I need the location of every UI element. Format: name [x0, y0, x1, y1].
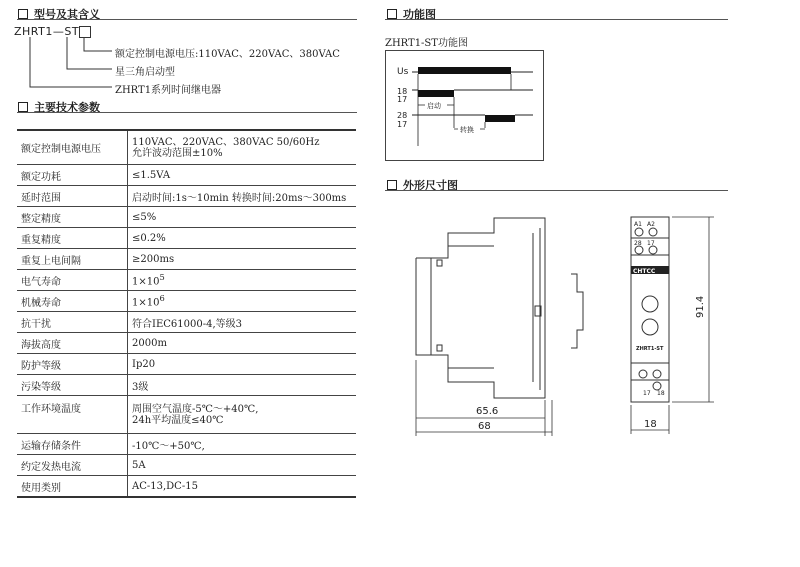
spec-value-line: 周围空气温度-5℃～+40℃,: [132, 403, 259, 415]
function-diagram: [385, 50, 545, 162]
spec-key: 使用类别: [17, 476, 128, 498]
spec-value-line: 24h平均温度≤40℃: [132, 414, 224, 426]
section-divider: [385, 190, 728, 191]
label-17b: 17: [397, 120, 408, 129]
spec-value: [128, 130, 357, 165]
dim-width-65: 65.6: [476, 406, 499, 417]
spec-value: 启动时间:1s～10min 转换时间:20ms～300ms: [128, 186, 357, 207]
label-18: 18: [397, 87, 408, 96]
spec-value-line: 110VAC、220VAC、380VAC 50/60Hz: [132, 136, 320, 148]
dim-height: 91.4: [695, 295, 706, 318]
spec-table: [17, 129, 356, 498]
spec-value: 2000m: [128, 333, 357, 354]
note-voltage: 额定控制电源电压:110VAC、220VAC、380VAC: [115, 49, 340, 60]
spec-key: 抗干扰: [17, 312, 128, 333]
section-divider: [385, 19, 728, 20]
trace-28-pulse: [485, 115, 515, 122]
spec-value: 符合IEC61000-4,等级3: [128, 312, 357, 333]
table-row: [17, 333, 356, 354]
spec-key: 约定发热电流: [17, 455, 128, 476]
table-row: [17, 455, 356, 476]
label-b18: 18: [657, 390, 665, 397]
spec-key: 机械寿命: [17, 291, 128, 312]
table-row: [17, 130, 356, 165]
table-row: [17, 434, 356, 455]
dim-front-width: 18: [644, 419, 657, 430]
spec-value-base: 1×10: [132, 276, 160, 288]
spec-value: [128, 270, 357, 291]
spec-value: Ip20: [128, 354, 357, 375]
model-suffix: ST: [64, 25, 80, 38]
table-row: [17, 165, 356, 186]
spec-key: 重复上电间隔: [17, 249, 128, 270]
label-17a: 17: [397, 95, 408, 104]
dimension-drawing: [400, 200, 760, 450]
note-type: 星三角启动型: [115, 67, 175, 78]
table-row: [17, 396, 356, 434]
table-row: [17, 228, 356, 249]
din-rail-icon: [571, 274, 583, 348]
spec-key: 延时范围: [17, 186, 128, 207]
label-a1: A1: [634, 221, 642, 228]
label-17: 17: [647, 240, 655, 247]
model-section-title: 型号及其含义: [18, 6, 100, 22]
spec-key: 额定功耗: [17, 165, 128, 186]
spec-value-base: 1×10: [132, 297, 160, 309]
function-section-title: 功能图: [387, 6, 436, 22]
side-view: [416, 218, 545, 398]
spec-section-title: 主要技术参数: [18, 99, 100, 115]
checkbox-square-icon: [387, 180, 397, 190]
section-divider: [17, 112, 357, 113]
table-row: [17, 354, 356, 375]
checkbox-square-icon: [387, 9, 397, 19]
spec-value-line: 允许波动范围±10%: [132, 147, 223, 159]
label-switch: 转换: [460, 126, 474, 134]
note-series: ZHRT1系列时间继电器: [115, 85, 222, 96]
spec-key: 整定精度: [17, 207, 128, 228]
spec-value: ≥200ms: [128, 249, 357, 270]
model-prefix: ZHRT1: [14, 25, 53, 38]
label-a2: A2: [647, 221, 655, 228]
table-row: [17, 186, 356, 207]
table-row: [17, 291, 356, 312]
label-28: 28: [397, 111, 408, 120]
table-row: [17, 270, 356, 291]
label-us: Us: [397, 67, 409, 77]
dim-width-68: 68: [478, 421, 491, 432]
spec-value: -10℃～+50℃,: [128, 434, 357, 455]
spec-value: ≤0.2%: [128, 228, 357, 249]
spec-key: 额定控制电源电压: [17, 130, 128, 165]
spec-value: ≤5%: [128, 207, 357, 228]
spec-key: 工作环境温度: [17, 396, 128, 434]
brand-logo: CHTCC: [633, 268, 656, 275]
spec-value: 5A: [128, 455, 357, 476]
spec-key: 电气寿命: [17, 270, 128, 291]
table-row: [17, 375, 356, 396]
spec-value: AC-13,DC-15: [128, 476, 357, 498]
spec-key: 污染等级: [17, 375, 128, 396]
spec-value: [128, 291, 357, 312]
spec-value: [128, 396, 357, 434]
spec-value-exponent: 5: [159, 272, 165, 283]
spec-value-exponent: 6: [159, 293, 165, 304]
spec-key: 防护等级: [17, 354, 128, 375]
checkbox-square-icon: [18, 102, 28, 112]
label-start: 启动: [427, 102, 441, 110]
spec-key: 海拔高度: [17, 333, 128, 354]
spec-key: 重复精度: [17, 228, 128, 249]
trace-18-pulse: [418, 90, 454, 97]
model-dash: —: [52, 25, 65, 38]
table-row: [17, 476, 356, 498]
label-model: ZHRT1-ST: [636, 346, 664, 352]
dimension-section-title: 外形尺寸图: [387, 177, 458, 193]
spec-value: 3级: [128, 375, 357, 396]
table-row: [17, 207, 356, 228]
spec-key: 运输存储条件: [17, 434, 128, 455]
us-pulse: [418, 67, 511, 74]
function-caption: ZHRT1-ST功能图: [385, 38, 468, 49]
label-28: 28: [634, 240, 642, 247]
table-row: [17, 312, 356, 333]
table-row: [17, 249, 356, 270]
spec-value: ≤1.5VA: [128, 165, 357, 186]
label-b17: 17: [643, 390, 651, 397]
